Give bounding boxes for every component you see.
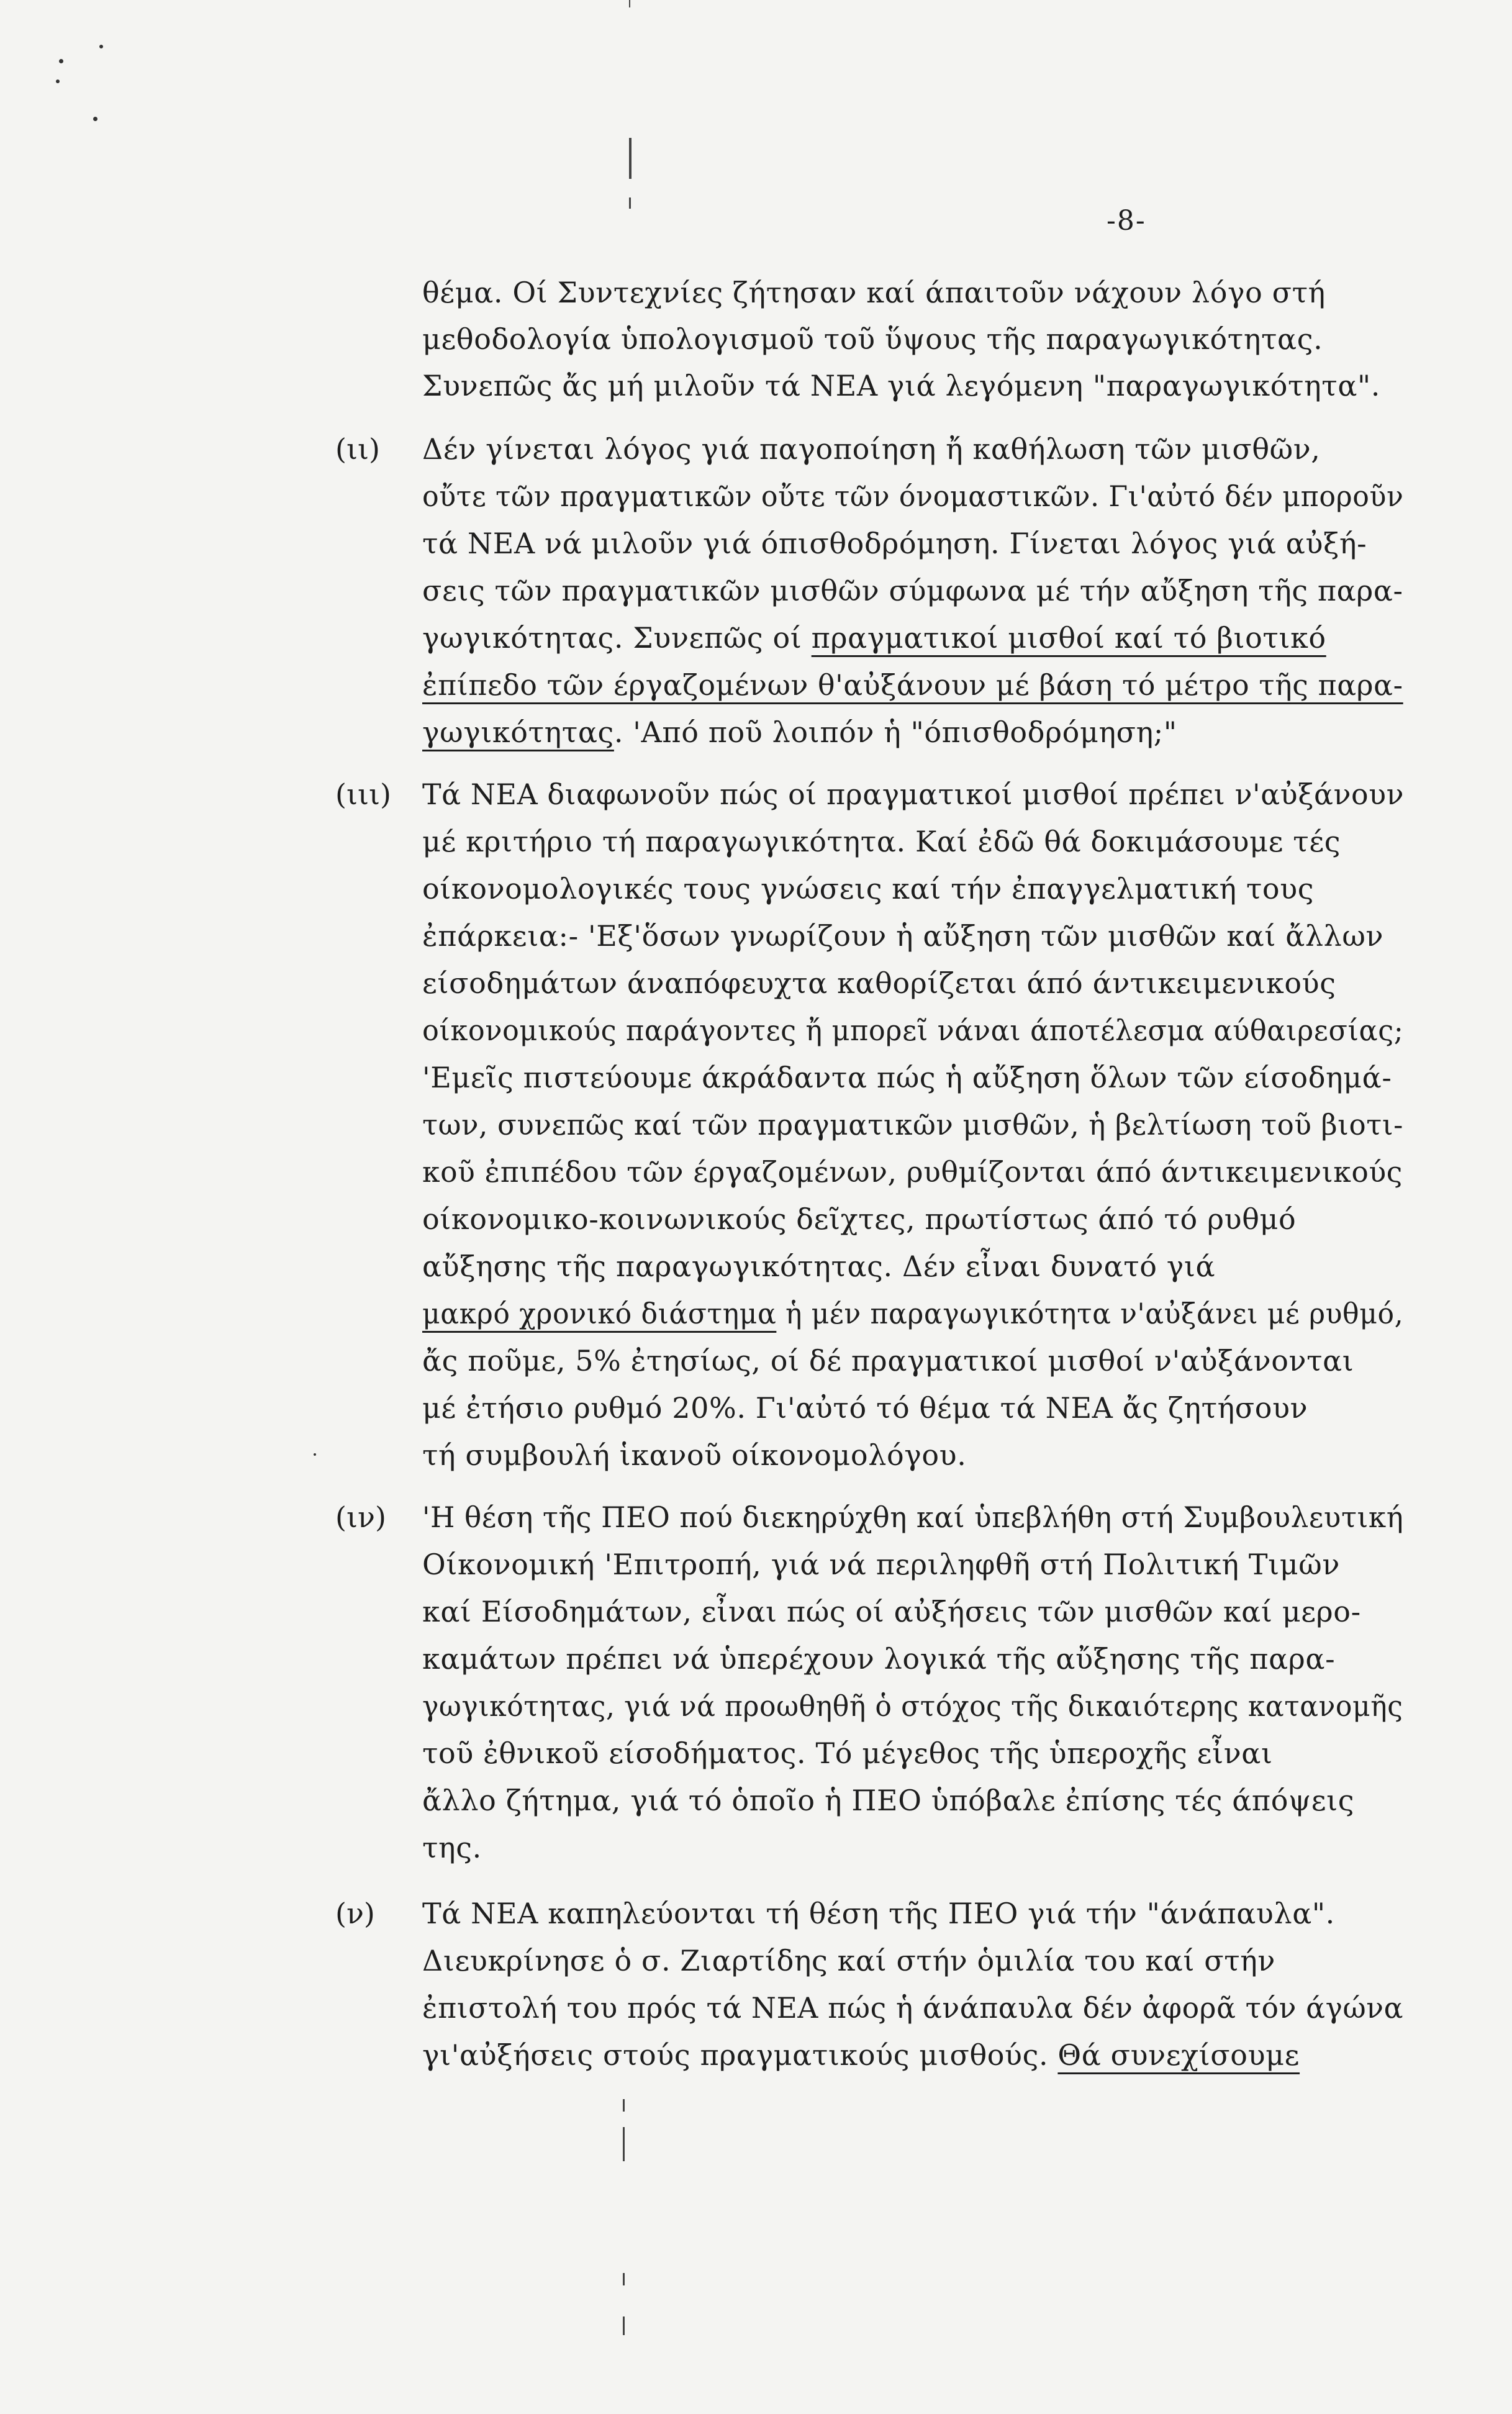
text-line: Διευκρίνησε ὁ σ. Ζιαρτίδης καί στήν ὁμιλία του καί στήν	[422, 1944, 1275, 1977]
text-line: ἐπιστολή του πρός τά ΝΕΑ πώς ἡ άνάπαυλα δέν ἀφορᾶ τόν άγώνα	[422, 1991, 1404, 2025]
text-line	[422, 1299, 1403, 1328]
text-line: καμάτων πρέπει νά ὑπερέχουν λογικά τῆς αὔξησης τῆς παρα-	[422, 1642, 1336, 1676]
scan-speck	[56, 79, 60, 83]
text-line: Συνεπῶς ἄς μή μιλοῦν τά ΝΕΑ γιά λεγόμενη "παραγωγικότητα".	[422, 369, 1380, 402]
section-label: (ιι)	[335, 432, 380, 466]
text-line: 'Η θέση τῆς ΠΕΟ πού διεκηρύχθη καί ὑπεβλήθη στή Συμβουλευτική	[422, 1500, 1404, 1534]
binding-mark	[629, 138, 632, 179]
text-run: γωγικότητας. Συνεπῶς οί	[422, 621, 812, 655]
text-line	[422, 2038, 1300, 2072]
text-run: ἡ μέν παραγωγικότητα ν'αὐξάνει μέ ρυθμό,	[776, 1297, 1404, 1330]
text-line: μεθοδολογία ὑπολογισμοῦ τοῦ ὕψους τῆς παραγωγικότητας.	[422, 322, 1323, 356]
section-label: (ιν)	[335, 1500, 386, 1534]
text-line: σεις τῶν πραγματικῶν μισθῶν σύμφωνα μέ τήν αὔξηση τῆς παρα-	[422, 574, 1403, 607]
text-line: οίκονομικο-κοινωνικούς δεῖχτες, πρωτίστως άπό τό ρυθμό	[422, 1202, 1297, 1236]
text-line: Οίκονομική 'Επιτροπή, γιά νά περιληφθῆ στή Πολιτική Τιμῶν	[422, 1548, 1340, 1581]
scan-speck	[59, 59, 63, 63]
text-line: οὔτε τῶν πραγματικῶν οὔτε τῶν όνομαστικῶν. Γι'αὐτό δέν μποροῦν	[422, 479, 1404, 513]
section-label: (ιιι)	[335, 778, 392, 811]
section-label: (ν)	[335, 1897, 375, 1930]
text-line: τά ΝΕΑ νά μιλοῦν γιά όπισθοδρόμηση. Γίνεται λόγος γιά αὐξή-	[422, 527, 1367, 560]
scan-speck	[314, 1453, 316, 1456]
text-line: Τά ΝΕΑ διαφωνοῦν πώς οί πραγματικοί μισθοί πρέπει ν'αὐξάνουν	[422, 778, 1405, 811]
scan-speck	[99, 45, 103, 48]
text-line: μέ κριτήριο τή παραγωγικότητα. Καί ἐδῶ θά δοκιμάσουμε τές	[422, 825, 1341, 858]
text-line: θέμα. Οί Συντεχνίες ζήτησαν καί άπαιτοῦν νάχουν λόγο στή	[422, 276, 1326, 309]
binding-mark	[629, 0, 630, 7]
underlined-text: γωγικότητας	[422, 715, 614, 749]
binding-mark	[629, 197, 631, 209]
binding-mark	[623, 2316, 625, 2335]
binding-mark	[623, 2099, 625, 2112]
text-run: . 'Από ποῦ λοιπόν ἡ "όπισθοδρόμηση;"	[613, 715, 1177, 749]
text-line	[422, 715, 1177, 749]
text-line: οίκονομικούς παράγοντες ἤ μπορεῖ νάναι άποτέλεσμα αύθαιρεσίας;	[422, 1014, 1404, 1047]
text-line: τή συμβουλή ἱκανοῦ οίκονομολόγου.	[422, 1438, 967, 1472]
text-run: γι'αὐξήσεις στούς πραγματικούς μισθούς.	[422, 2038, 1058, 2072]
text-line: τοῦ ἐθνικοῦ είσοδήματος. Τό μέγεθος τῆς ὑπεροχῆς εἶναι	[422, 1736, 1273, 1770]
page-number: -8-	[1107, 205, 1146, 237]
text-line: Δέν γίνεται λόγος γιά παγοποίηση ἤ καθήλωση τῶν μισθῶν,	[422, 432, 1321, 466]
binding-mark	[623, 2273, 625, 2285]
text-line: ἄλλο ζήτημα, γιά τό ὁποῖο ἡ ΠΕΟ ὑπόβαλε ἐπίσης τές άπόψεις	[422, 1784, 1355, 1817]
text-line: γωγικότητας, γιά νά προωθηθῆ ὁ στόχος τῆς δικαιότερης κατανομῆς	[422, 1689, 1403, 1723]
underlined-text: μακρό χρονικό διάστημα	[422, 1297, 777, 1330]
text-line: των, συνεπῶς καί τῶν πραγματικῶν μισθῶν, ἡ βελτίωση τοῦ βιοτι-	[422, 1108, 1403, 1141]
text-line: 'Εμεῖς πιστεύουμε άκράδαντα πώς ἡ αὔξηση ὅλων τῶν είσοδημά-	[422, 1061, 1392, 1094]
text-line: ἄς ποῦμε, 5% ἐτησίως, οί δέ πραγματικοί μισθοί ν'αὐξάνονται	[422, 1344, 1354, 1377]
underlined-text: πραγματικοί μισθοί καί τό βιοτικό	[811, 621, 1326, 655]
underlined-text: ἐπίπεδο τῶν έργαζομένων θ'αὐξάνουν μέ βάση τό μέτρο τῆς παρα-	[422, 668, 1403, 702]
text-line: είσοδημάτων άναπόφευχτα καθορίζεται άπό άντικειμενικούς	[422, 966, 1336, 1000]
text-line: της.	[422, 1831, 482, 1864]
text-line: Τά ΝΕΑ καπηλεύονται τή θέση τῆς ΠΕΟ γιά τήν "άνάπαυλα".	[422, 1897, 1335, 1930]
text-line: κοῦ ἐπιπέδου τῶν έργαζομένων, ρυθμίζονται άπό άντικειμενικούς	[422, 1155, 1403, 1189]
text-line	[422, 621, 1326, 655]
text-line: μέ ἐτήσιο ρυθμό 20%. Γι'αὐτό τό θέμα τά ΝΕΑ ἄς ζητήσουν	[422, 1391, 1308, 1425]
text-line: οίκονομολογικές τους γνώσεις καί τήν ἐπαγγελματική τους	[422, 872, 1315, 905]
text-line: αὔξησης τῆς παραγωγικότητας. Δέν εἶναι δυνατό γιά	[422, 1250, 1216, 1283]
scan-speck	[93, 117, 97, 121]
underlined-text: Θά συνεχίσουμε	[1057, 2038, 1300, 2072]
binding-mark	[623, 2127, 625, 2161]
text-line: ἐπάρκεια:- 'Εξ'ὅσων γνωρίζουν ἡ αὔξηση τῶν μισθῶν καί ἄλλων	[422, 919, 1384, 953]
text-line: καί Είσοδημάτων, εἶναι πώς οί αὐξήσεις τῶν μισθῶν καί μερο-	[422, 1595, 1361, 1628]
